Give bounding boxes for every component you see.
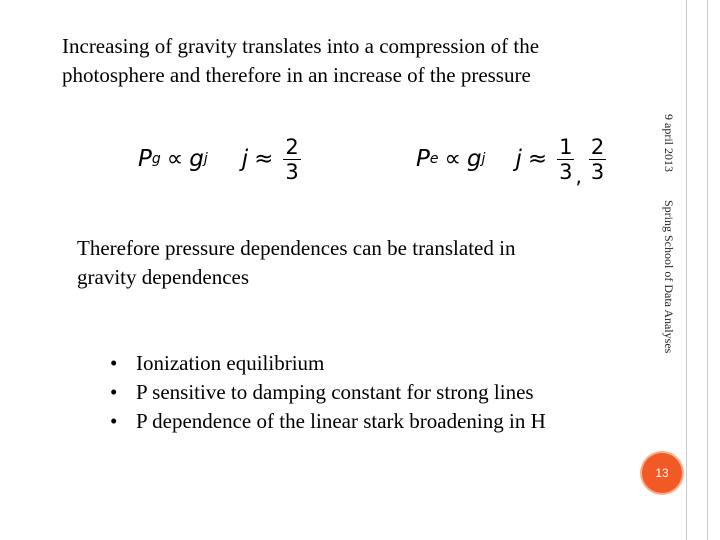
electron-j-exponent: j — [481, 151, 486, 167]
body-paragraph — [77, 234, 637, 292]
bullet-text: P sensitive to damping constant for strong lines — [136, 380, 534, 404]
bullet-text: P dependence of the linear stark broadening in H — [136, 409, 546, 433]
frame-line-right — [707, 0, 708, 540]
electron-pressure-formula — [416, 128, 606, 190]
slide-title — [62, 32, 642, 90]
bullet-marker: • — [110, 380, 118, 404]
electron-fraction-2 — [589, 135, 606, 184]
title-line-1: Increasing of gravity translates into a compression of the — [62, 34, 540, 58]
gas-fraction-denominator: 3 — [285, 159, 299, 184]
bullet-item — [110, 407, 546, 436]
gas-g-base: g — [189, 146, 204, 172]
electron-j-variable: j — [515, 146, 522, 172]
paragraph-line-1: Therefore pressure dependences can be translated in — [77, 236, 516, 260]
gas-j-exponent: j — [203, 151, 208, 167]
footer-date: 9 april 2013 — [662, 114, 676, 172]
bullet-marker: • — [110, 351, 118, 375]
gas-p-subscript: g — [151, 151, 161, 167]
page-number-badge — [642, 453, 682, 493]
proportional-symbol: ∝ — [444, 146, 461, 172]
electron-fraction-1-denominator: 3 — [559, 159, 573, 184]
electron-fraction-1-numerator: 1 — [559, 134, 573, 159]
bullet-item — [110, 349, 546, 378]
gas-j-variable: j — [241, 146, 249, 172]
electron-p-subscript: e — [429, 151, 439, 167]
proportional-symbol: ∝ — [166, 146, 184, 172]
footer-event: Spring School of Data Analyses — [662, 200, 676, 354]
approx-symbol: ≈ — [254, 146, 274, 172]
page-number: 13 — [655, 466, 669, 480]
title-line-2: photosphere and therefore in an increase of the pressure — [62, 63, 531, 87]
electron-fraction-1 — [557, 135, 574, 184]
bullet-marker: • — [110, 409, 118, 433]
bullet-list — [110, 349, 546, 436]
fraction-separator: , — [575, 164, 582, 188]
gas-fraction-numerator: 2 — [285, 134, 299, 159]
gas-p-symbol: P — [138, 146, 152, 172]
electron-p-symbol: P — [416, 146, 430, 172]
electron-fraction-2-denominator: 3 — [590, 159, 605, 184]
electron-g-base: g — [466, 146, 482, 172]
frame-line-left — [686, 0, 687, 540]
paragraph-line-2: gravity dependences — [77, 265, 250, 289]
bullet-item — [110, 378, 546, 407]
electron-fraction-2-numerator: 2 — [590, 134, 605, 159]
bullet-text: Ionization equilibrium — [136, 351, 325, 375]
side-footer — [661, 114, 676, 353]
approx-symbol: ≈ — [527, 146, 548, 172]
gas-fraction — [283, 135, 300, 184]
gas-pressure-formula — [138, 128, 301, 190]
